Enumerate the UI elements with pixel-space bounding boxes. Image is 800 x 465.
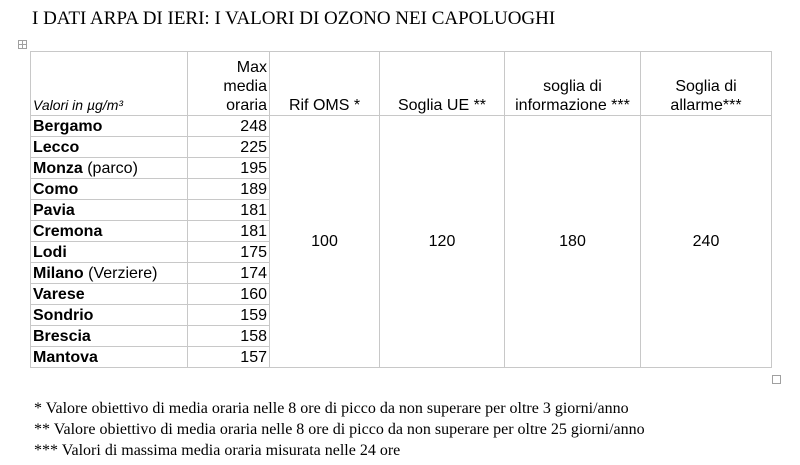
- city-name: Pavia: [33, 201, 75, 219]
- max-value-cell: 160: [188, 284, 270, 305]
- city-cell: [31, 326, 188, 347]
- header-rif-oms: Rif OMS *: [270, 52, 380, 116]
- city-cell: [31, 116, 188, 137]
- max-value-cell: 225: [188, 137, 270, 158]
- table-body: [31, 116, 772, 368]
- header-unit: Valori in µg/m³: [31, 52, 188, 116]
- table-resize-handle-icon[interactable]: [772, 375, 781, 384]
- table-row: [31, 116, 772, 137]
- city-cell: [31, 221, 188, 242]
- max-value-cell: 174: [188, 263, 270, 284]
- city-name: Lodi: [33, 243, 67, 261]
- city-cell: [31, 137, 188, 158]
- city-location: (Verziere): [83, 264, 158, 282]
- threshold-ue: 120: [380, 116, 505, 368]
- header-soglia-ue: Soglia UE **: [380, 52, 505, 116]
- city-cell: [31, 347, 188, 368]
- header-max-media-oraria: Max media oraria: [188, 52, 270, 116]
- city-name: Cremona: [33, 222, 103, 240]
- city-name: Bergamo: [33, 117, 103, 135]
- city-cell: [31, 242, 188, 263]
- threshold-oms: 100: [270, 116, 380, 368]
- table-header-row: [31, 52, 772, 116]
- city-name: Sondrio: [33, 306, 94, 324]
- max-value-cell: 157: [188, 347, 270, 368]
- city-name: Como: [33, 180, 79, 198]
- page-title: I DATI ARPA DI IERI: I VALORI DI OZONO NEI CAPOLUOGHI: [32, 8, 556, 29]
- threshold-allarme: 240: [641, 116, 772, 368]
- city-cell: [31, 200, 188, 221]
- city-location: (parco): [82, 159, 138, 177]
- city-name: Brescia: [33, 327, 91, 345]
- max-value-cell: 175: [188, 242, 270, 263]
- city-name: Milano: [33, 264, 84, 282]
- city-cell: [31, 305, 188, 326]
- footnote: ** Valore obiettivo di media oraria nelle 8 ore di picco da non superare per oltre 25 giorni/anno: [34, 421, 645, 438]
- max-value-cell: 158: [188, 326, 270, 347]
- footnote: * Valore obiettivo di media oraria nelle 8 ore di picco da non superare per oltre 3 giorni/anno: [34, 400, 629, 417]
- footnote: *** Valori di massima media oraria misurata nelle 24 ore: [34, 442, 401, 459]
- city-name: Lecco: [33, 138, 80, 156]
- max-value-cell: 181: [188, 221, 270, 242]
- city-cell: [31, 263, 188, 284]
- table-move-handle-icon[interactable]: [18, 40, 27, 49]
- footnotes: [34, 398, 645, 461]
- city-cell: [31, 179, 188, 200]
- max-value-cell: 195: [188, 158, 270, 179]
- max-value-cell: 159: [188, 305, 270, 326]
- max-value-cell: 248: [188, 116, 270, 137]
- threshold-info: 180: [505, 116, 641, 368]
- city-name: Monza: [33, 159, 83, 177]
- city-cell: [31, 284, 188, 305]
- max-value-cell: 181: [188, 200, 270, 221]
- city-name: Varese: [33, 285, 85, 303]
- city-name: Mantova: [33, 348, 98, 366]
- ozone-table: [30, 51, 772, 368]
- max-value-cell: 189: [188, 179, 270, 200]
- city-cell: [31, 158, 188, 179]
- header-soglia-allarme: Soglia di allarme***: [641, 52, 772, 116]
- header-soglia-informazione: soglia di informazione ***: [505, 52, 641, 116]
